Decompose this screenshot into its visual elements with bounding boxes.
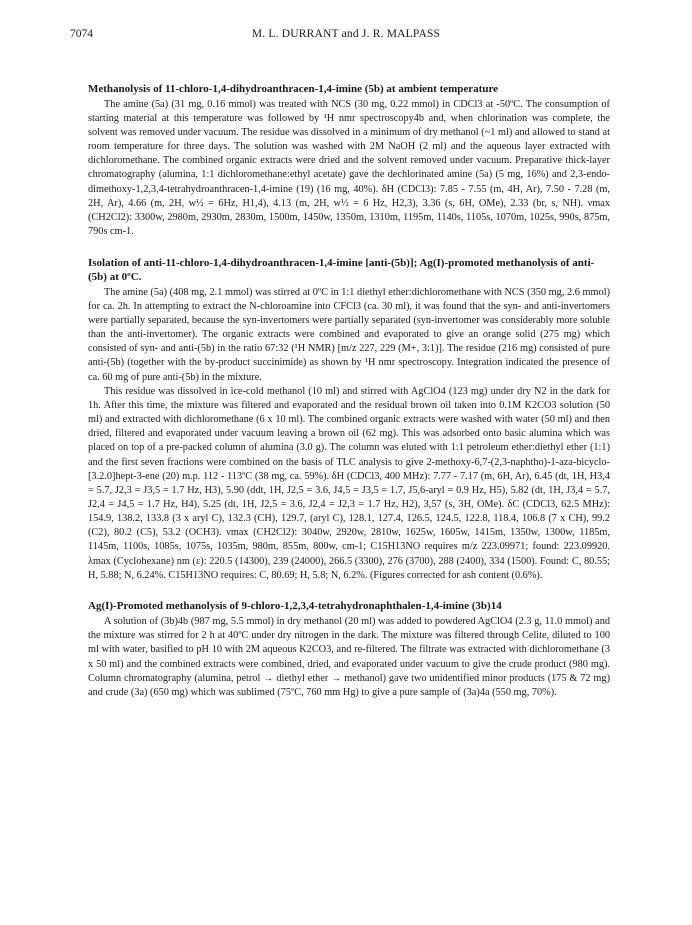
running-head-authors: M. L. DURRANT and J. R. MALPASS <box>251 28 441 40</box>
section-methanolysis-ambient <box>88 82 610 239</box>
paragraph: A solution of (3b)4b (987 mg, 5.5 mmol) in dry methanol (20 ml) was added to powdered AgClO4 (2.3 g, 11.0 mmol) and the mixture was stirred for 2 h at 40ºC under dry nitrogen in the dark. The mixture was filtered through Celite, diluted to 100 ml with water, basified to pH 10 with 2M aqueous K2CO3, and re-filtered. The filtrate was extracted with dichloromethane (3 x 50 ml) and the combined extracts were combined, dried, and evaporated under vacuum to give the crude product (980 mg). Column chromatography (alumina, petrol → diethyl ether → methanol) gave two unidentified minor products (175 & 72 mg) and crude (3a) (650 mg) which was sublimed (75ºC, 760 mm Hg) to give a pure sample of (3a)4a (550 mg, 70%). <box>88 616 610 698</box>
paragraph: The amine (5a) (408 mg, 2.1 mmol) was stirred at 0ºC in 1:1 diethyl ether:dichloromethane with NCS (350 mg, 2.6 mmol) for ca. 2h. In attempting to extract the N-chloroamine into CFCl3 (ca. 30 ml), it was found that the syn- and anti-invertomers were partially separated, because the syn-invertomers were partially separated (syn-invertomer was considerably more soluble than the anti-invertomer). The organic extracts were combined and evaporated to give an orange solid (275 mg) which consisted of syn- and anti-(5b) in the ratio 67:32 (¹H NMR) [m/z 227, 229 (M+, 3:1)]. The residue (216 mg) consisted of pure anti-(5b) (together with the by-product succinimide) as shown by ¹H nmr spectroscopy. Integration indicated the presence of ca. 60 mg of pure anti-(5b) in the mixture. <box>88 286 610 383</box>
article-body <box>88 82 610 717</box>
page-number: 7074 <box>70 28 93 40</box>
paragraph: This residue was dissolved in ice-cold methanol (10 ml) and stirred with AgClO4 (123 mg) under dry N2 in the dark for 1h. After this time, the mixture was filtered and evaporated and the residual brown oil taken into 0.1M K2CO3 solution (50 ml) and extracted with dichloromethane (6 x 10 ml). The combined organic extracts were washed with water (50 ml) and then dried, filtered and evaporated under vacuum leaving a brown oil (62 mg). This was adsorbed onto basic alumina which was placed on top of a pre-packed column of alumina (3.0 g). The column was eluted with 1:1 petroleum ether:diethyl ether (1:1) and the first seven fractions were combined on the basis of TLC analysis to give 2-methoxy-6,7-(2,3-naphtho)-1-aza-bicyclo-[3.2.0]hept-3-ene (20) m.p. 112 - 113ºC (38 mg, ca. 59%). δH (CDCl3, 400 MHz): 7.77 - 7.17 (m, 6H, Ar), 6.45 (dt, 1H, H3,4 = 5.7, J2,3 = J3,5 = 1.7 Hz, H3), 5.90 (ddt, 1H, J2,5 = 3.6, J4,5 = J3,5 = 1.7, J5,6-aryl = 0.9 Hz, H5), 5.82 (dt, 1H, J3,4 = 5.7, J2,4 = J4,5 = 1.7 Hz, H4), 5.25 (dt, 1H, J2,5 = 3.6, J2,4 = J2,3 = 1.7 Hz, H2), 3,57 (s, 3H, OMe). δC (CDCl3, 62.5 MHz): 154.9, 138.2, 133.8 (3 x aryl C), 132.3 (CH), 129.7, (aryl C), 128.1, 127.4, 126.5, 124.5, 122.8, 118.4, 106.8 (7 x CH), 99.2 (C2), 80.2 (C5), 53.2 (OCH3). νmax (CH2Cl2): 3040w, 2920w, 2810w, 1625w, 1605w, 1415m, 1350w, 1300w, 1185m, 1145m, 1100s, 1085s, 1075s, 1035m, 980m, 855m, 800w, cm-1; C15H13NO requires m/z 223.09971; found: 223.09920. λmax (Cyclohexane) nm (ε): 220.5 (14300), 239 (24000), 266.5 (3300), 276 (3700), 288 (2400), 334 (1500). Found: C, 80.55; H, 5.88; N, 6.24%. C15H13NO requires: C, 80.69; H, 5.8; N, 6.2%. (Figures corrected for ash content (0.6%). <box>88 385 610 581</box>
section-isolation-anti-5b <box>88 256 610 583</box>
running-head <box>70 28 622 44</box>
paragraph: The amine (5a) (31 mg, 0.16 mmol) was treated with NCS (30 mg, 0.22 mmol) in CDCl3 at -50ºC. The consumption of starting material at this temperature was followed by ¹H nmr spectroscopy4b and, when chlorination was complete, the solvent was removed under vacuum. The residue was dissolved in a minimum of dry methanol (~1 ml) and allowed to stand at room temperature for three days. The solution was washed with 2M NaOH (2 ml) and the aqueous layer extracted with dichloromethane. The combined organic extracts were dried and the solvent removed under vacuum. Preparative thick-layer chromatography (alumina, 1:1 dichloromethane:ethyl acetate) gave the dechlorinated amine (5a) (5 mg, 16%) and 2,3-endo-dimethoxy-1,2,3,4-tetrahydroanthracen-1,4-imine (19) (16 mg, 40%). δH (CDCl3): 7.85 - 7.55 (m, 4H, Ar), 7.50 - 7.28 (m, 2H, Ar), 4.66 (m, 2H, w½ = 6Hz, H1,4), 4.13 (m, 2H, w½ = 6 Hz, H2,3), 3.36 (s, 6H, OMe), 2.33 (br, s, NH). νmax (CH2Cl2): 3300w, 2980m, 2930m, 2830m, 1500m, 1450w, 1350m, 1310m, 1195m, 1140s, 1105s, 1070m, 1025s, 990s, 875m, 790s cm-1. <box>88 98 610 238</box>
section-heading: Isolation of anti-11-chloro-1,4-dihydroanthracen-1,4-imine [anti-(5b)]; Ag(I)-promoted methanolysis of anti-(5b) at 0ºC. <box>88 256 595 283</box>
section-heading: Ag(I)-Promoted methanolysis of 9-chloro-1,2,3,4-tetrahydronaphthalen-1,4-imine (3b)14 <box>88 600 502 613</box>
section-ag-methanolysis-3b <box>88 599 610 700</box>
section-heading: Methanolysis of 11-chloro-1,4-dihydroanthracen-1,4-imine (5b) at ambient temperature <box>88 83 499 95</box>
